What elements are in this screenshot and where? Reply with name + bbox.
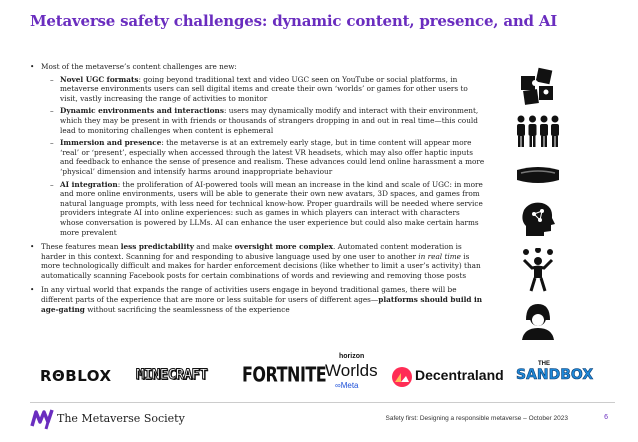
sub-label: Immersion and presence [60, 138, 162, 148]
sub-item [41, 180, 485, 238]
footer-divider [30, 402, 615, 403]
footer-note: Safety first: Designing a responsible metaverse – October 2023 [385, 415, 568, 422]
italic-text: in real time [418, 251, 461, 261]
decentraland-logo: Decentraland [415, 367, 504, 383]
juggler-icon [518, 248, 558, 292]
decentraland-icon [392, 367, 412, 387]
roblox-logo: RΘBLOX [40, 367, 112, 385]
sub-text: : going beyond traditional text and video UGC seen on YouTube or social platforms, in metaverse environments users can sell digital items and create their own ‘worlds’ or games for other users to visit, vastly increasing the range of activities to monitor [60, 74, 468, 103]
sub-text: : the proliferation of AI-powered tools will mean an increase in the kind and scale of UGC: in more and more online environments, users will be able to generate their own new avatars, 3D spaces, and games from natural language prompts, with less need for technical know-how. Proper guardrails will be needed where service providers integrate AI into online experiences: such as games in which players can interact with characters whose conversation is powered by LLMs. AI can enhance the user experience but could also make certain harms more prevalent [60, 179, 483, 237]
emphasis: less predictability [120, 242, 194, 252]
sub-label: AI integration [60, 179, 118, 189]
icon-column [515, 66, 563, 340]
emphasis: platforms should build in age-gating [41, 295, 483, 314]
puzzle-icon [518, 66, 558, 106]
platform-logos [40, 353, 610, 393]
sub-item [41, 106, 485, 135]
sub-label: Dynamic environments and interactions [60, 106, 224, 116]
sub-text: : users may dynamically modify and interact with their environment, which they may be present in with friends or thousands of strangers dropping in and out in real time—this could lead to monitoring challenges when content is ephemeral [60, 106, 479, 135]
page-title: Metaverse safety challenges: dynamic content, presence, and AI [30, 12, 558, 30]
emphasis: oversight more complex [234, 242, 333, 252]
body-text [30, 62, 485, 319]
text-run: without sacrificing the seamlessness of the experience [84, 304, 290, 314]
intro-text: Most of the metaverse’s content challenges are new: [41, 62, 237, 71]
bullet-item [30, 62, 485, 237]
horizon-label: horizon [339, 353, 365, 360]
metaverse-society-logo-icon [30, 408, 54, 430]
sub-label: Novel UGC formats [60, 74, 139, 84]
meta-label: ∞Meta [335, 381, 359, 390]
sandbox-the-label: THE [538, 361, 550, 367]
bullet-item [30, 242, 485, 280]
bullet-item [30, 285, 485, 314]
sub-item [41, 138, 485, 176]
sub-item [41, 75, 485, 104]
fortnite-logo: FORTNITE [242, 362, 327, 387]
sandbox-logo: SANDBOX [516, 367, 594, 383]
vr-headset-icon [515, 164, 561, 188]
worlds-label: Worlds [325, 361, 378, 380]
text-run: . Automated content moderation is harder in this context. Scanning for and responding to abusive language used by one user to another [41, 242, 462, 261]
people-group-icon [515, 114, 561, 148]
child-avatar-icon [518, 300, 558, 340]
sub-text: : the metaverse is at an extremely early stage, but in time content will appear more ‘real’ or ‘present’, especially when accessed through the latest VR headsets, which may also offer haptic inputs and feedback to enhance the sense of presence and realism. These advances could lend online harassment a more ‘physical’ dimension and intensify harms around inappropriate behaviour [60, 138, 485, 176]
text-run: In any virtual world that expands the range of activities users engage in beyond traditional games, there will be different parts of the experience that are more or less suitable for users of different ages— [41, 285, 457, 305]
minecraft-logo: MINECRAFT [136, 367, 208, 383]
page-number: 6 [604, 414, 608, 421]
text-run: These features mean [41, 242, 121, 252]
ai-head-icon [518, 200, 558, 240]
text-run: is more technologically difficult and makes for harder enforcement decisions (like whether to limit a user’s activity) than automatically scanning Facebook posts for certain combinations of words and reviewing and removing those posts [41, 251, 481, 280]
text-run: and make [193, 242, 235, 252]
footer-brand: The Metaverse Society [57, 412, 185, 425]
